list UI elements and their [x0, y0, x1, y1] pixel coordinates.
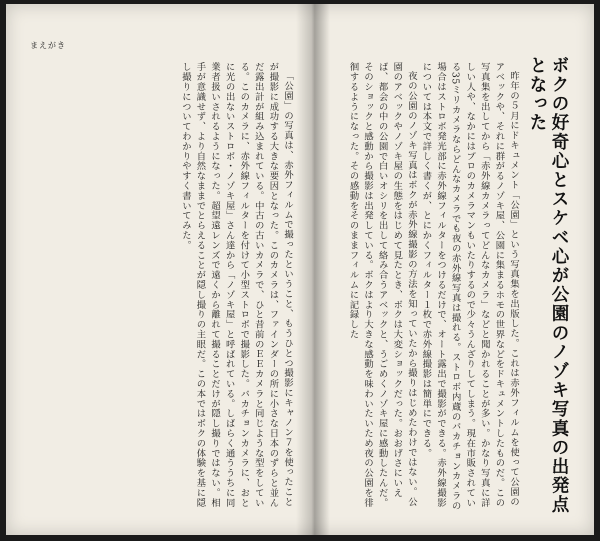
right-page-body — [318, 62, 520, 514]
left-page — [6, 4, 312, 535]
running-head: まえがき — [30, 41, 66, 50]
left-page-paragraph: 「公園」の写真は、赤外フィルムで撮ったということ、もうひとつ撮影にキャノン７を使ったことが撮影に成功する大きな要因となった。このカメラは、ファインダーの所に小さな日本のずらと並んだ露出計が組み込まれている。中古の古いカメラで、ひと昔前のＥＥカメラと同じような型をしている。このカメラに、赤外線フィルターを付けて小型ストロボで撮影した。バカチョンカメラに、おとに光の出ないストロボ・ノゾキ屋」さん達から「ノゾキ屋」と呼ばれている。しばらく通ううちに同業者扱いされるようになった。超望遠レンズで遠くから離れて撮ることだけが隠し撮りではない。相手が意識せず、より自然なままでとらえることが隠し撮りの主眼だ。この本ではボクの体験を基に隠し撮りについてわかりやすく書いてみた。 — [179, 62, 293, 508]
right-page-paragraph: 夜の公園のノゾキ写真はボクが赤外線撮影の方法を知っていたから撮りはじめたわけではない。公園のアベックやノゾキ屋の生態をはじめて見たとき、ボクは大変ショックだった。おおげさにいえば、都会の中の公園で白いオシリを出して絡み合うアベックと、うごめくノゾキ屋に感動したんだ。そのショックと感動から撮影は出発している。ボクはより大きな感動を味わいたいため夜の公園を徘徊するようになった。その感動をそのままフィルムに記録した — [347, 62, 417, 508]
book-spread — [6, 4, 594, 535]
chapter-title: ボクの好奇心とスケベ心が公園のノゾキ写真の出発点となった — [527, 56, 569, 515]
right-page-paragraph: 昨年の５月にドキュメント「公園」という写真集を出版した。これは赤外フィルムを使って公園のアベックや、それに群がるノゾキ屋、公園に集まるホモの世界などをドキュメントしたものだ。この写真集を出してから「赤外線カメラってどんなカメラ」などと聞かれることが多い。かなり写真に詳しい人や、なかにはプロのカメラマンもいたりするので少々うんざりしてしまう。現在市販されている35ミリカメラならどんなカメラでも夜の赤外線写真は撮れる。ストロボ内蔵のバカチョンカメラの場合はストロボ発光部に赤外線フィルターをつけるだけで、オート露出で撮影ができる。赤外線撮影については本文で詳しく書くが、とにかくフィルター１枚で赤外線撮影は簡単にできる。 — [420, 62, 519, 511]
left-page-body — [32, 62, 294, 514]
right-page — [312, 4, 594, 535]
